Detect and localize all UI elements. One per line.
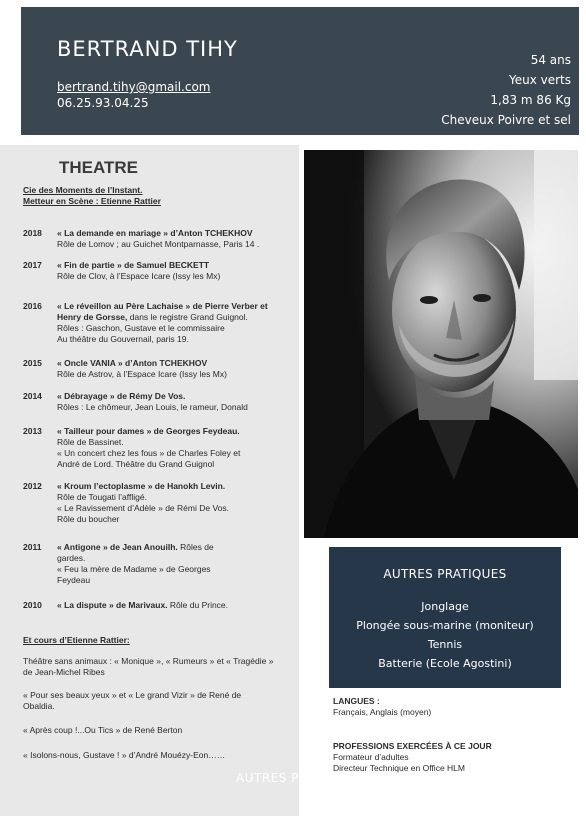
stat-height-weight: 1,83 m 86 Kg: [490, 93, 571, 107]
role-text: « Le Ravissement d’Adèle » de Rémi De Vos.: [57, 503, 229, 513]
phone-number: 06.25.93.04.25: [57, 96, 149, 110]
entry-description: [57, 426, 295, 470]
course-line: « Pour ses beaux yeux » et « Le grand Vizir » de René de: [23, 690, 242, 700]
course-line: de Jean-Michel Ribes: [23, 667, 105, 677]
course-line: Obaldia.: [23, 701, 55, 711]
activity-item: Jonglage: [421, 600, 469, 613]
play-title: « Fin de partie » de Samuel BECKETT: [57, 260, 210, 270]
company-info: [23, 185, 161, 207]
other-activities-title: AUTRES PRATIQUES: [383, 567, 507, 581]
role-text: Rôle de Lomov ; au Guichet Montparnasse, Paris 14 .: [57, 239, 260, 249]
course-line: Théâtre sans animaux : « Monique », « Rumeurs » et « Tragédie »: [23, 656, 274, 666]
play-title: Henry de Gorsse,: [57, 312, 128, 322]
entry-line: [57, 334, 295, 345]
role-text: Rôles : Gaschon, Gustave et le commissaire: [57, 323, 225, 333]
entry-line: [57, 492, 295, 503]
entry-line: [57, 575, 295, 586]
entry-year: 2017: [23, 260, 42, 270]
languages-value: Français, Anglais (moyen): [333, 707, 432, 717]
other-activities-box: [329, 547, 561, 688]
role-text: Au théâtre du Gouvernail, paris 19.: [57, 334, 189, 344]
role-text: Rôle de Tougati l’affligé.: [57, 492, 147, 502]
entry-year: 2010: [23, 600, 42, 610]
play-title: « La dispute » de Marivaux.: [57, 600, 168, 610]
entry-year: 2013: [23, 426, 42, 436]
entry-line: [57, 459, 295, 470]
activity-item: Tennis: [427, 638, 463, 651]
role-text: dans le registre Grand Guignol.: [127, 312, 248, 322]
entry-line: [57, 426, 295, 437]
entry-line: [57, 542, 295, 553]
person-name: BERTRAND TIHY: [57, 37, 238, 61]
play-title: « Le réveillon au Père Lachaise » de Pierre Verber et: [57, 301, 268, 311]
play-title: « Oncle VANIA » d’Anton TCHEKHOV: [57, 358, 208, 368]
entry-line: [57, 402, 295, 413]
role-text: « Feu la mère de Madame » de Georges: [57, 564, 211, 574]
entry-line: [57, 301, 295, 312]
stat-eyes: Yeux verts: [508, 73, 571, 87]
profession-item: Directeur Technique en Office HLM: [333, 763, 465, 773]
entry-line: [57, 323, 295, 334]
entry-description: [57, 301, 295, 345]
play-title: « Tailleur pour dames » de Georges Feydeau.: [57, 426, 240, 436]
stat-age: 54 ans: [530, 53, 571, 67]
entry-year: 2015: [23, 358, 42, 368]
entry-line: [57, 369, 295, 380]
course-line: « Isolons-nous, Gustave ! » d’André Mouézy-Eon……: [23, 750, 226, 760]
entry-line: [57, 228, 295, 239]
portrait-photo: [304, 150, 578, 538]
entry-line: [57, 391, 295, 402]
company-name: Cie des Moments de l’Instant.: [23, 185, 143, 195]
other-activities-list: [329, 597, 561, 673]
stat-hair: Cheveux Poivre et sel: [441, 113, 571, 127]
role-text: gardes.: [57, 553, 86, 563]
entry-description: [57, 542, 295, 586]
entry-line: [57, 600, 295, 611]
entry-line: [57, 358, 295, 369]
entry-line: [57, 260, 295, 271]
profession-item: Formateur d’adultes: [333, 752, 409, 762]
activity-item: Plongée sous-marine (moniteur): [356, 619, 534, 632]
physical-stats: [441, 50, 571, 130]
role-text: Rôle du Prince.: [167, 600, 229, 610]
entry-line: [57, 448, 295, 459]
role-text: Rôle du boucher: [57, 514, 120, 524]
director-name: Metteur en Scène : Etienne Rattier: [23, 196, 161, 206]
entry-description: [57, 228, 295, 250]
entry-line: [57, 271, 295, 282]
theatre-heading: THEATRE: [59, 158, 139, 177]
course-item: [23, 690, 293, 712]
ghost-text: AUTRES PRATIQUES: [236, 771, 363, 785]
portrait-image: [304, 150, 578, 538]
professions-heading: PROFESSIONS EXERCÉES À CE JOUR: [333, 741, 492, 751]
courses-heading: Et cours d’Etienne Rattier:: [23, 635, 130, 645]
entry-year: 2012: [23, 481, 42, 491]
entry-description: [57, 391, 295, 413]
play-title: « La demande en mariage » d’Anton TCHEKHOV: [57, 228, 253, 238]
role-text: Rôle de Clov, à l’Espace Icare (Issy les Mx): [57, 271, 221, 281]
play-title: « Kroum l’ectoplasme » de Hanokh Levin.: [57, 481, 226, 491]
activity-item: Batterie (Ecole Agostini): [378, 657, 512, 670]
role-text: André de Lord. Théâtre du Grand Guignol: [57, 459, 215, 469]
course-item: [23, 750, 293, 761]
entry-description: [57, 600, 295, 611]
entry-year: 2016: [23, 301, 42, 311]
entry-line: [57, 503, 295, 514]
course-item: [23, 725, 293, 736]
email-link[interactable]: bertrand.tihy@gmail.com: [57, 80, 211, 94]
entry-line: [57, 514, 295, 525]
entry-line: [57, 437, 295, 448]
play-title: « Débrayage » de Rémy De Vos.: [57, 391, 186, 401]
entry-year: 2018: [23, 228, 42, 238]
role-text: Rôles : Le chômeur, Jean Louis, le rameur, Donald: [57, 402, 248, 412]
entry-description: [57, 358, 295, 380]
course-line: « Après coup !...Ou Tics » de René Berton: [23, 725, 183, 735]
role-text: « Un concert chez les fous » de Charles Foley et: [57, 448, 241, 458]
play-title: « Antigone » de Jean Anouilh.: [57, 542, 178, 552]
entry-line: [57, 564, 295, 575]
entry-line: [57, 553, 295, 564]
entry-year: 2014: [23, 391, 42, 401]
entry-description: [57, 481, 295, 525]
entry-line: [57, 481, 295, 492]
course-item: [23, 656, 293, 678]
entry-line: [57, 239, 295, 250]
entry-description: [57, 260, 295, 282]
role-text: Rôle de Astrov, à l’Espace Icare (Issy les Mx): [57, 369, 227, 379]
entry-line: [57, 312, 295, 323]
role-text: Rôles de: [177, 542, 214, 552]
entry-year: 2011: [23, 542, 42, 552]
role-text: Rôle de Bassinet.: [57, 437, 124, 447]
role-text: Feydeau: [57, 575, 91, 585]
header-banner: [21, 7, 579, 135]
languages-heading: LANGUES :: [333, 696, 380, 706]
